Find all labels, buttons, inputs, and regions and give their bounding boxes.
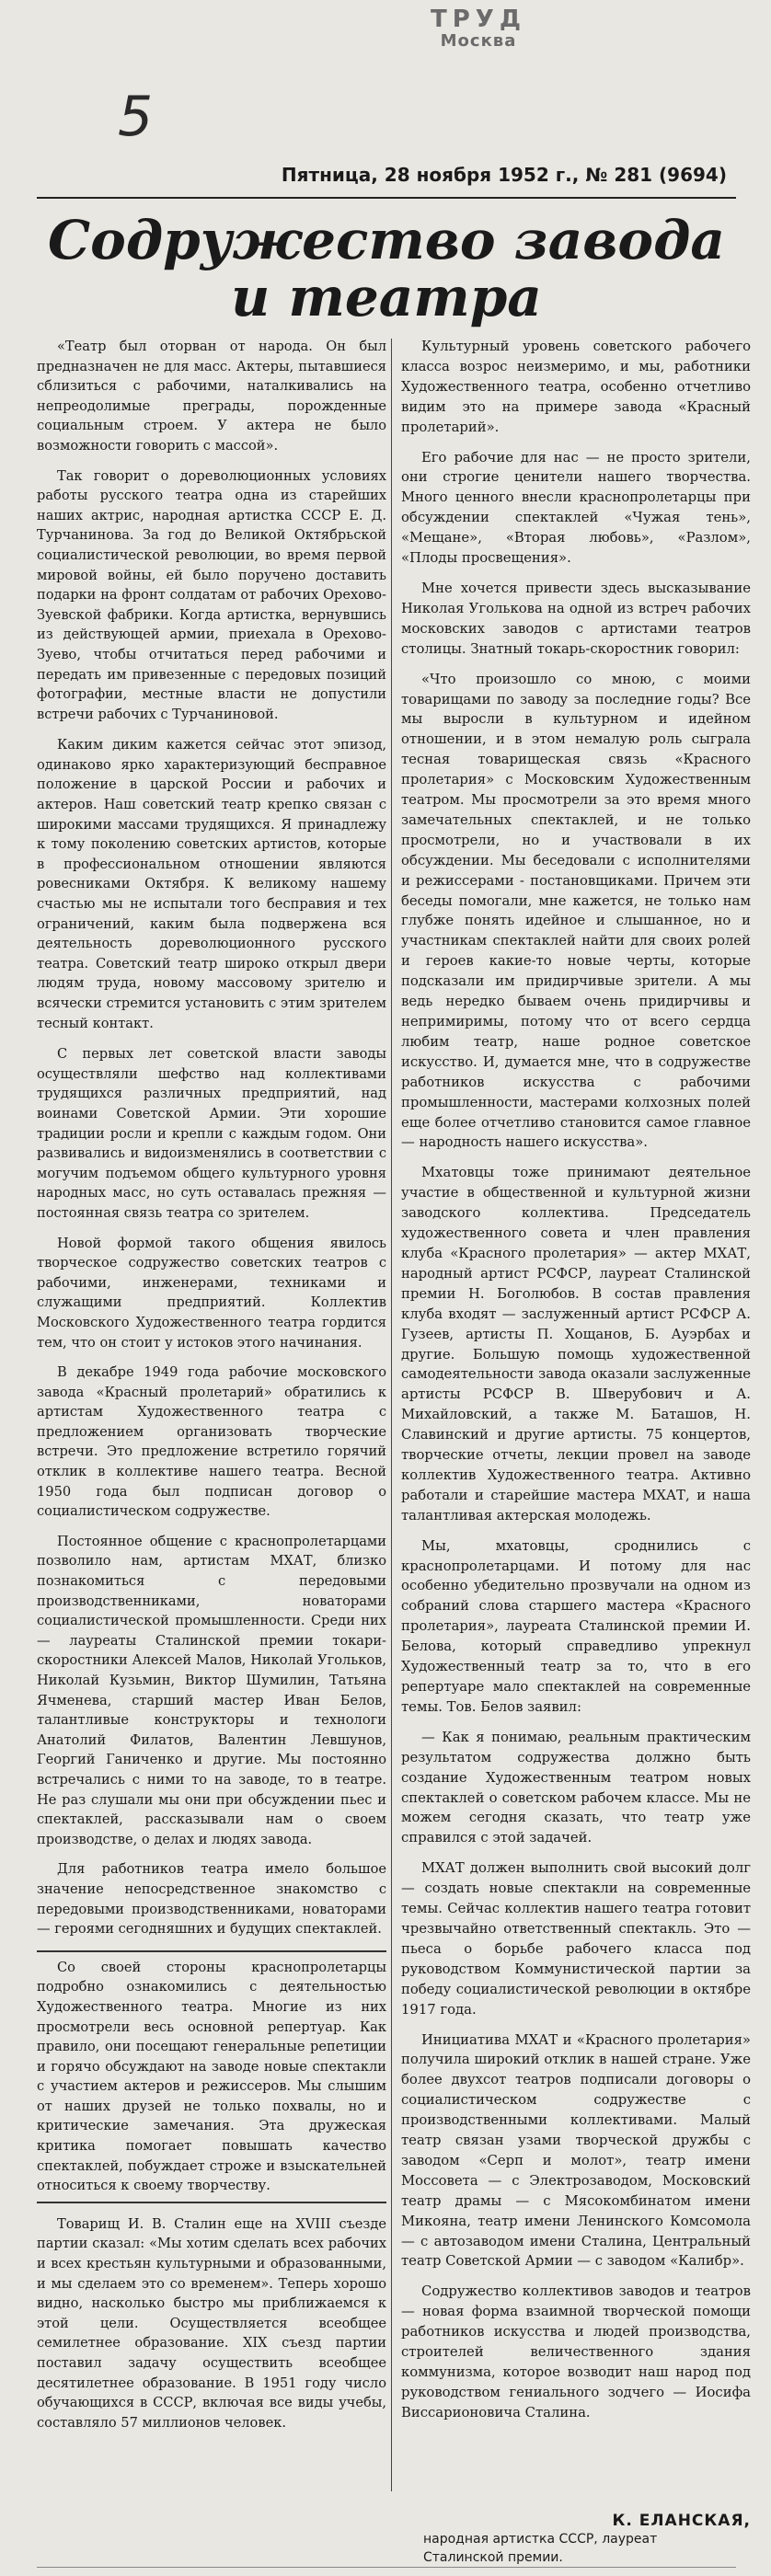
article-headline: [37, 209, 736, 328]
author-title-line-2: Сталинской премии.: [423, 2550, 563, 2565]
paragraph: Для работников театра имело большое значение непосредственное знакомство с передовыми производственниками, новаторами — героями сегодняшних и будущих спектаклей.: [37, 1861, 386, 1938]
paragraph: Так говорит о дореволюционных условиях работы русского театра одна из старейших наших актрис, народная артистка СССР Е. Д. Турчанинова. За год до Великой Октябрьской социалистической революции, во время первой мировой войны, ей было поручено доставить подарки на фронт солдатам от рабочих Орехово-Зуевской фабрики. Когда артистка, вернувшись из действующей армии, приехала в Орехово-Зуево, чтобы отчитаться перед рабочими и передать им привезенные с передовых позиций фотографии, местные власти не допустили встречи рабочих с Турчаниновой.: [37, 467, 386, 722]
paragraph: МХАТ должен выполнить свой высокий долг — создать новые спектакли на современные темы. Сейчас коллектив нашего театра готовит чрезвычайно ответственный спектакль. Это — пьеса о борьбе рабочего класса под руководством Коммунистической партии за победу социалистической революции в октябре 1917 года.: [401, 1860, 751, 2018]
paragraph: Инициатива МХАТ и «Красного пролетария» получила широкий отклик в нашей стране. Уже более двухсот театров подписали договоры о социалистическом содружестве с производственными коллективами. Малый театр связан узами творческой дружбы с заводом «Серп и молот», театр имени Моссовета — с Электрозаводом, Московский театр драмы — с Мясокомбинатом имени Микояна, театр имени Ленинского Комсомола — с автозаводом имени Сталина, Центральный театр Советской Армии — с заводом «Калибр».: [401, 2031, 751, 2270]
paragraph: Новой формой такого общения явилось творческое содружество советских театров с рабочими, инженерами, техниками и служащими предприятий. Коллектив Московского Художественного театра гордится тем, что он стоит у истоков этого начинания.: [37, 1235, 386, 1351]
headline-line-1: Содружество завода: [48, 209, 725, 271]
paragraph: Содружество коллективов заводов и театров — новая форма взаимной творческой помощи работников искусства и людей производства, строителей величественного здания коммунизма, которое возводит наш народ под руководством гениального зодчего — Иосифа Виссарионовича Сталина.: [401, 2283, 751, 2421]
paragraph: Мхатовцы тоже принимают деятельное участие в общественной и культурной жизни заводского коллектива. Председатель художественного совета и член правления клуба «Красного пролетария» — актер МХАТ, народный артист РСФСР, лауреат Сталинской премии Н. Боголюбов. В состав правления клуба входят — заслуженный артист РСФСР А. Гузеев, артисты П. Хощанов, Б. Ауэрбах и другие. Большую помощь художественной самодеятельности завода оказали заслуженные артисты РСФСР В. Шверубович и А. Михайловский, а также М. Баташов, Н. Славинский и другие артисты. 75 концертов, творческие отчеты, лекции провел на заводе коллектив Художественного театра. Активно работали и старейшие мастера МХАТ, и наша талантливая актерская молодежь.: [401, 1165, 751, 1524]
top-rule: [37, 197, 736, 199]
boxed-section: [37, 1950, 386, 2203]
paragraph: С первых лет советской власти заводы осуществляли шефство над коллективами трудящихся различных предприятий, над воинами Советской Армии. Эти хорошие традиции росли и крепли с каждым годом. Они развивались и видоизменялись в соответствии с могучим подъемом общего культурного уровня народных масс, но суть оставалась прежняя — постоянная связь театра со зрителем.: [37, 1046, 386, 1221]
newspaper-name: ТРУД: [431, 6, 526, 33]
issue-dateline: Пятница, 28 ноября 1952 г., № 281 (9694): [281, 164, 727, 186]
paragraph: Мне хочется привести здесь высказывание Николая Уголькова на одной из встреч рабочих московских заводов с артистами театров столицы. Знатный токарь-скоростник говорил:: [401, 580, 751, 657]
paragraph: Мы, мхатовцы, сроднились с краснопролетарцами. И потому для нас особенно убедительно прозвучали на одном из собраний слова старшего мастера «Красного пролетария», лауреата Сталинской премии И. Белова, который справедливо упрекнул Художественный театр за то, что в его репертуаре мало спектаклей на современные темы. Тов. Белов заявил:: [401, 1537, 751, 1715]
quote-paragraph: — Как я понимаю, реальным практическим результатом содружества должно быть создание Художественным театром новых спектаклей о советском рабочем классе. Мы не можем сегодня сказать, что театр уже справился с этой задачей.: [401, 1729, 751, 1846]
paragraph: В декабре 1949 года рабочие московского завода «Красный пролетарий» обратились к артистам Художественного театра с предложением организовать творческие встречи. Это предложение встретило горячий отклик в коллективе нашего театра. Весной 1950 года был подписан договор о социалистическом содружестве.: [37, 1364, 386, 1520]
paragraph: Каким диким кажется сейчас этот эпизод, одинаково ярко характеризующий бесправное положение в царской России и рабочих и актеров. Наш советский театр крепко связан с широкими массами трудящихся. Я принадлежу к тому поколению советских артистов, которые в профессиональном отношении являются ровесниками Октября. К великому нашему счастью мы не испытали того бесправия и тех ограничений, каким была подвержена вся деятельность дореволюционного русского театра. Советский театр широко открыл двери людям труда, новому массовому зрителю и всячески стремится установить с этим зрителем тесный контакт.: [37, 737, 386, 1031]
paragraph: Постоянное общение с краснопролетарцами позволило нам, артистам МХАТ, близко познакомиться с передовыми производственниками, новаторами социалистической промышленности. Среди них — лауреаты Сталинской премии токари-скоростники Алексей Малов, Николай Угольков, Николай Кузьмин, Виктор Шумилин, Татьяна Ячменева, старший мастер Иван Белов, талантливые конструкторы и технологи Анатолий Филатов, Валентин Левшунов, Георгий Ганиченко и другие. Мы постоянно встречались с ними то на заводе, то в театре. Не раз слушали мы они при обсуждении пьес и спектаклей, рассказывали нам о своем производстве, о делах и людях завода.: [37, 1533, 386, 1847]
author-signature: [405, 2512, 751, 2567]
column-divider: [391, 339, 392, 2491]
right-column: [401, 337, 751, 2433]
left-column: [37, 337, 386, 2443]
bottom-rule: [37, 2567, 736, 2568]
newspaper-city: Москва: [440, 31, 517, 51]
headline-line-2: и театра: [231, 266, 542, 328]
paragraph: Товарищ И. В. Сталин еще на XVIII съезде партии сказал: «Мы хотим сделать всех рабочих и всех крестьян культурными и образованными, и мы сделаем это со временем». Теперь хорошо видно, насколько быстро мы приближаемся к этой цели. Осуществляется всеобщее семилетнее образование. XIX съезд партии поставил задачу осуществить всеобщее десятилетнее образование. В 1951 году число обучающихся в СССР, включая все виды учебы, составляло 57 миллионов человек.: [37, 2215, 386, 2431]
author-name: К. ЕЛАНСКАЯ,: [612, 2512, 751, 2530]
quote-paragraph: «Что произошло со мною, с моими товарищами по заводу за последние годы? Все мы выросли в культурном и идейном отношении, и в этом немалую роль сыграла тесная товарищеская связь «Красного пролетария» с Московским Художественным театром. Мы просмотрели за это время много замечательных спектаклей, и не только просмотрели, но и участвовали в их обсуждении. Мы беседовали с исполнителями и режиссерами - постановщиками. Причем эти беседы помогали, мне кажется, не только нам глубже понять идейное и слышанное, но и участникам спектаклей найти для своих ролей и героев какие-то новые черты, которые подсказали им придирчивые зрители. А мы ведь нередко бываем очень придирчивы и непримиримы, потому что от всего сердца любим театр, наше родное советское искусство. И, думается мне, что в содружестве работников искусства с рабочими промышленности, мастерами колхозных полей еще более отчетливо становится самое главное — народность нашего искусства».: [401, 671, 751, 1151]
author-title-line-1: народная артистка СССР, лауреат: [423, 2532, 658, 2547]
paragraph: «Театр был оторван от народа. Он был предназначен не для масс. Актеры, пытавшиеся сблизиться с рабочими, наталкивались на непреодолимые преграды, порожденные социальным строем. У актера не было возможности говорить с массой».: [37, 339, 386, 454]
masthead-stamp: [396, 6, 561, 51]
paragraph: Культурный уровень советского рабочего класса возрос неизмеримо, и мы, работники Художественного театра, особенно отчетливо видим это на примере завода «Красный пролетарий».: [401, 339, 751, 435]
paragraph: Его рабочие для нас — не просто зрители, они строгие ценители нашего творчества. Много ценного внесли краснопролетарцы при обсуждении спектаклей «Чужая тень», «Мещане», «Вторая любовь», «Разлом», «Плоды просвещения».: [401, 449, 751, 567]
handwritten-mark: 5: [118, 85, 154, 149]
paragraph: Со своей стороны краснопролетарцы подробно ознакомились с деятельностью Художественного театра. Многие из них просмотрели весь основной репертуар. Как правило, они посещают генеральные репетиции и горячо обсуждают на заводе новые спектакли с участием актеров и режиссеров. Мы слышим от наших друзей не только похвалы, но и критические замечания. Эта дружеская критика помогает повышать качество спектаклей, побуждает строже и взыскательней относиться к своему творчеству.: [37, 1959, 386, 2194]
